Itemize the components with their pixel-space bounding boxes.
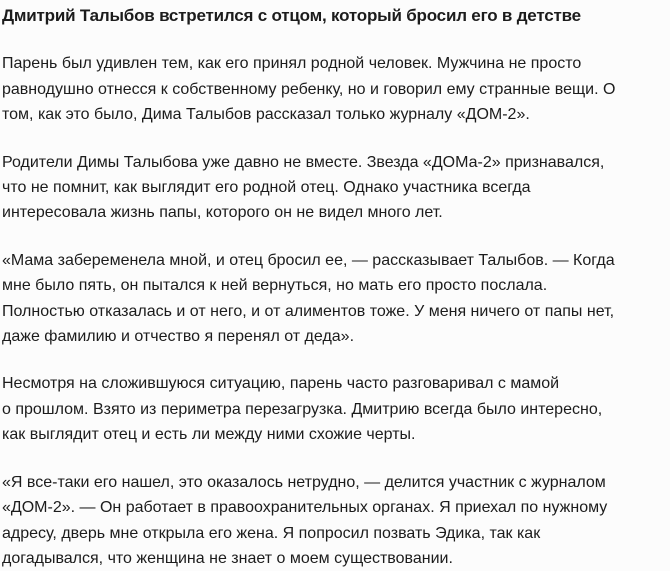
paragraph-line: Полностью отказалась и от него, и от алиментов тоже. У меня ничего от папы нет, [2,302,615,320]
paragraph-line: «Мама забеременела мной, и отец бросил ее, — рассказывает Талыбов. — Когда [2,251,615,269]
article-paragraph [2,51,670,127]
article-paragraphs [2,51,670,571]
article-paragraph [2,150,670,226]
paragraph-line: что не помнит, как выглядит его родной отец. Однако участника всегда [2,179,531,197]
paragraph-line: «Я все-таки его нашел, это оказалось нетрудно, — делится участник с журналом [2,473,606,491]
paragraph-line: о прошлом. Взято из периметра перезагрузка. Дмитрию всегда было интересно, [2,400,603,418]
paragraph-line: равнодушно отнесся к собственному ребенку, но и говорил ему странные вещи. О [2,80,616,98]
article-title: Дмитрий Талыбов встретился с отцом, который бросил его в детстве [2,6,581,25]
paragraph-line: как выглядит отец и есть ли между ними схожие черты. [2,426,416,444]
paragraph-line: даже фамилию и отчество я перенял от деда». [2,328,355,346]
paragraph-line: Несмотря на сложившуюся ситуацию, парень часто разговаривал с мамой [2,375,560,393]
paragraph-line: мне было пять, он пытался к ней вернуться, но мать его просто послала. [2,277,548,295]
paragraph-line: догадывался, что женщина не знает о моем существовании. [2,549,453,567]
paragraph-line: «ДОМ-2». — Он работает в правоохранительных органах. Я приехал по нужному [2,499,608,517]
paragraph-line: Парень был удивлен тем, как его принял родной человек. Мужчина не просто [2,55,582,73]
article-paragraph [2,470,670,571]
paragraph-line: интересовала жизнь папы, которого он не видел много лет. [2,204,443,222]
article-paragraph [2,248,670,350]
paragraph-line: Родители Димы Талыбова уже давно не вместе. Звезда «ДОМа-2» признавался, [2,153,605,171]
paragraph-line: адресу, дверь мне открыла его жена. Я попросил позвать Эдика, так как [2,524,541,542]
paragraph-line: том, как это было, Дима Талыбов рассказал только журналу «ДОМ-2». [2,106,530,124]
article-paragraph [2,371,670,447]
